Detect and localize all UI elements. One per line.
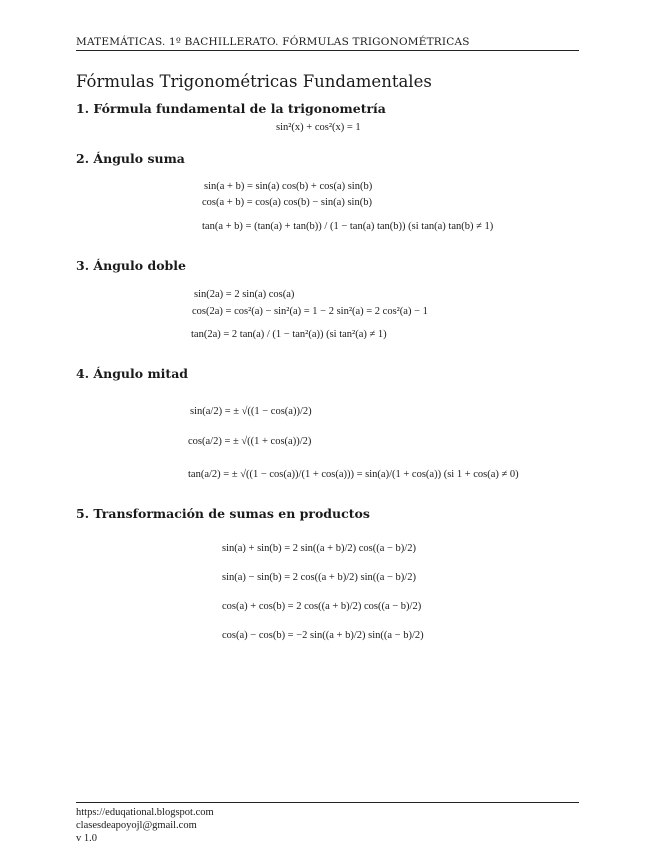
- equation-cos-plus-cos: cos(a) + cos(b) = 2 cos((a + b)/2) cos((a − b)/2): [222, 601, 422, 612]
- section-2-title: 2. Ángulo suma: [76, 151, 185, 166]
- equation-sin-sum: sin(a + b) = sin(a) cos(b) + cos(a) sin(b): [204, 181, 373, 192]
- section-3-title: 3. Ángulo doble: [76, 258, 186, 273]
- equation-sin-double: sin(2a) = 2 sin(a) cos(a): [194, 289, 295, 300]
- equation-tan-sum: tan(a + b) = (tan(a) + tan(b)) / (1 − tan(a) tan(b)) (si tan(a) tan(b) ≠ 1): [202, 221, 494, 232]
- equation-cos-half: cos(a/2) = ± √((1 + cos(a))/2): [188, 436, 312, 447]
- section-1-title: 1. Fórmula fundamental de la trigonometría: [76, 101, 386, 116]
- page-header: MATEMÁTICAS. 1º BACHILLERATO. FÓRMULAS TRIGONOMÉTRICAS: [76, 36, 579, 51]
- equation-fundamental: sin²(x) + cos²(x) = 1: [276, 122, 361, 133]
- footer-divider: [76, 802, 579, 803]
- equation-cos-double: cos(2a) = cos²(a) − sin²(a) = 1 − 2 sin²(a) = 2 cos²(a) − 1: [192, 306, 428, 317]
- equation-sin-minus-sin: sin(a) − sin(b) = 2 cos((a + b)/2) sin((a − b)/2): [222, 572, 416, 583]
- footer-url-link[interactable]: https://eduqational.blogspot.com: [76, 807, 214, 818]
- footer-version: v 1.0: [76, 833, 97, 844]
- equation-sin-half: sin(a/2) = ± √((1 − cos(a))/2): [190, 406, 312, 417]
- equation-tan-half: tan(a/2) = ± √((1 − cos(a))/(1 + cos(a))) = sin(a)/(1 + cos(a)) (si 1 + cos(a) ≠ 0): [188, 469, 519, 480]
- equation-cos-sum: cos(a + b) = cos(a) cos(b) − sin(a) sin(b): [202, 197, 372, 208]
- section-5-title: 5. Transformación de sumas en productos: [76, 506, 370, 521]
- footer-email-link[interactable]: clasesdeapoyojl@gmail.com: [76, 820, 197, 831]
- equation-sin-plus-sin: sin(a) + sin(b) = 2 sin((a + b)/2) cos((a − b)/2): [222, 543, 416, 554]
- section-4-title: 4. Ángulo mitad: [76, 366, 189, 381]
- equation-cos-minus-cos: cos(a) − cos(b) = −2 sin((a + b)/2) sin((a − b)/2): [222, 630, 424, 641]
- equation-tan-double: tan(2a) = 2 tan(a) / (1 − tan²(a)) (si tan²(a) ≠ 1): [191, 329, 387, 340]
- document-title: Fórmulas Trigonométricas Fundamentales: [76, 72, 432, 91]
- page-footer: [76, 806, 214, 845]
